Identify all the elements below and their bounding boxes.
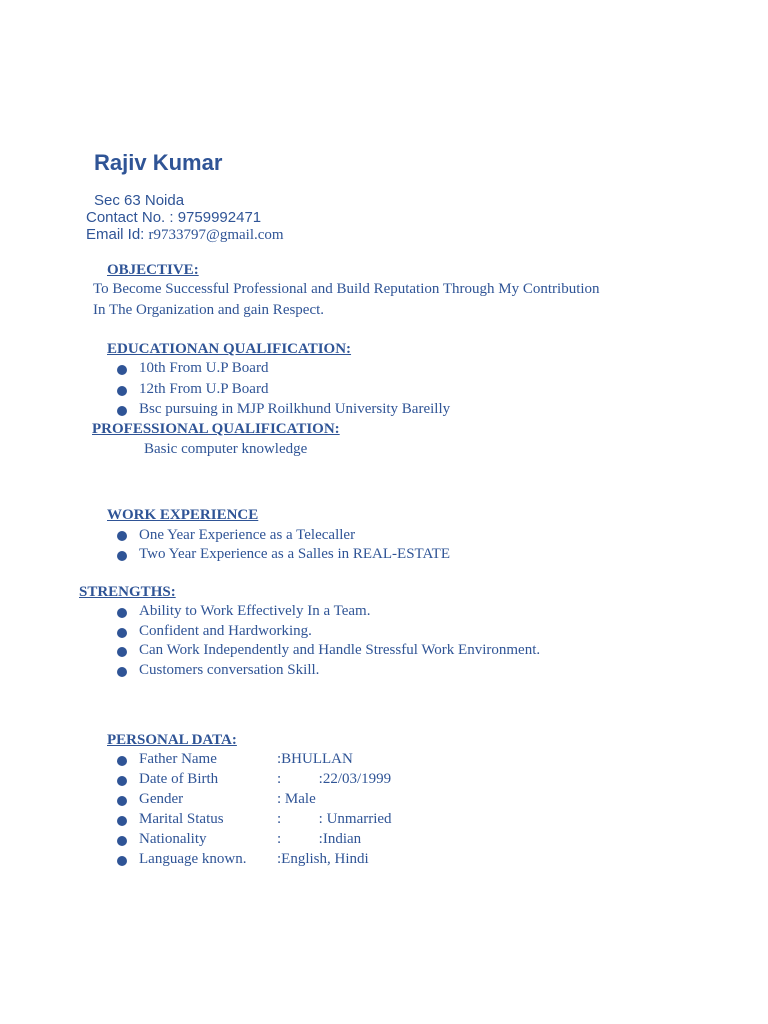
objective-line-1: To Become Successful Professional and Build Reputation Through My Contribution <box>93 281 600 297</box>
bullet-icon <box>117 776 127 786</box>
personal-label-father: Father Name <box>139 751 217 767</box>
strength-item: Confident and Hardworking. <box>139 623 312 639</box>
contact-number: 9759992471 <box>177 209 262 226</box>
personal-label-nationality: Nationality <box>139 831 207 847</box>
candidate-name: Rajiv Kumar <box>94 150 223 175</box>
work-heading: WORK EXPERIENCE <box>107 507 259 523</box>
bullet-icon <box>117 406 127 416</box>
bullet-icon <box>117 386 127 396</box>
personal-heading: PERSONAL DATA: <box>107 732 237 748</box>
personal-value-nationality: : :Indian <box>277 831 362 847</box>
bullet-icon <box>117 816 127 826</box>
bullet-icon <box>117 628 127 638</box>
bullet-icon <box>117 531 127 541</box>
email-label: Email Id: <box>86 226 149 243</box>
objective-line-2: In The Organization and gain Respect. <box>93 302 325 318</box>
personal-label-marital: Marital Status <box>139 811 224 827</box>
bullet-icon <box>117 856 127 866</box>
bullet-icon <box>117 608 127 618</box>
personal-value-language: :English, Hindi <box>277 851 369 867</box>
education-item: 12th From U.P Board <box>139 381 269 397</box>
education-item: 10th From U.P Board <box>139 360 269 376</box>
bullet-icon <box>117 796 127 806</box>
strengths-heading: STRENGTHS: <box>79 584 176 600</box>
address: Sec 63 Noida <box>94 192 185 209</box>
professional-heading: PROFESSIONAL QUALIFICATION: <box>92 421 340 437</box>
bullet-icon <box>117 667 127 677</box>
personal-value-father: :BHULLAN <box>277 751 353 767</box>
professional-text: Basic computer knowledge <box>144 441 308 457</box>
strength-item: Customers conversation Skill. <box>139 662 320 678</box>
objective-heading: OBJECTIVE: <box>107 262 199 278</box>
education-item: Bsc pursuing in MJP Roilkhund University Bareilly <box>139 401 451 417</box>
personal-value-dob: : :22/03/1999 <box>277 771 392 787</box>
contact-label: Contact No. : <box>86 209 178 226</box>
email-address: r9733797@gmail.com <box>148 227 284 243</box>
contact-line <box>86 209 261 226</box>
bullet-icon <box>117 365 127 375</box>
personal-value-gender: : Male <box>277 791 316 807</box>
email-line <box>86 226 284 244</box>
personal-label-dob: Date of Birth <box>139 771 219 787</box>
strength-item: Ability to Work Effectively In a Team. <box>139 603 371 619</box>
personal-value-marital: : : Unmarried <box>277 811 392 827</box>
strength-item: Can Work Independently and Handle Stressful Work Environment. <box>139 642 541 658</box>
education-heading: EDUCATIONAN QUALIFICATION: <box>107 341 352 357</box>
bullet-icon <box>117 836 127 846</box>
bullet-icon <box>117 551 127 561</box>
work-item: Two Year Experience as a Salles in REAL-ESTATE <box>139 546 451 562</box>
personal-label-gender: Gender <box>139 791 184 807</box>
work-item: One Year Experience as a Telecaller <box>139 527 356 543</box>
bullet-icon <box>117 647 127 657</box>
personal-label-language: Language known. <box>139 851 247 867</box>
bullet-icon <box>117 756 127 766</box>
